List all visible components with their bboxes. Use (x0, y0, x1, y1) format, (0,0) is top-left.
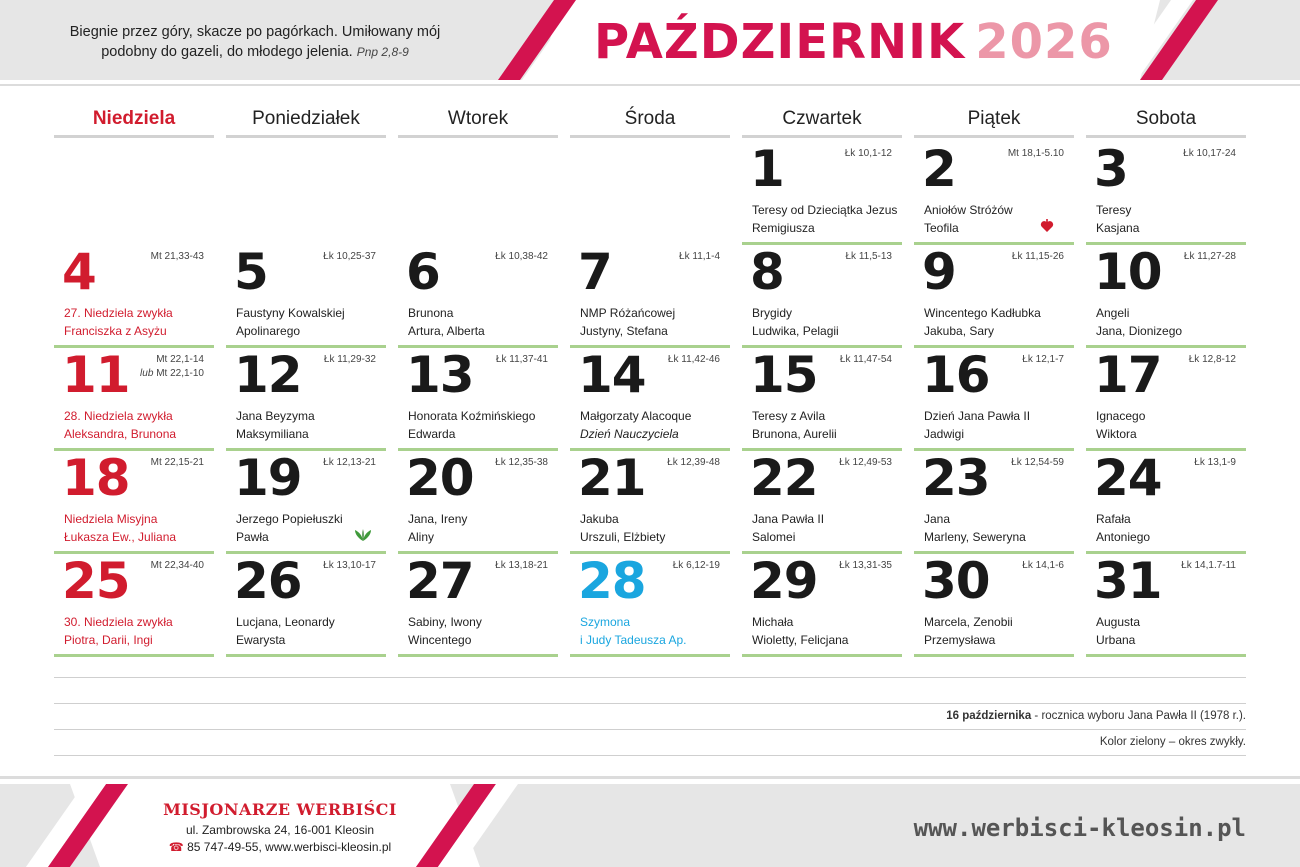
day-reading (1189, 353, 1236, 367)
reading-ref: Łk 12,1-7 (1022, 354, 1064, 365)
reading-ref: Łk 6,12-19 (672, 560, 720, 571)
day-name-line-1: Brygidy (752, 306, 793, 320)
organization-address: ul. Zambrowska 24, 16-001 Kleosin (185, 823, 375, 837)
day-name-line-2: Urszuli, Elżbiety (580, 530, 666, 544)
reading-ref: Łk 12,35-38 (495, 457, 548, 468)
day-reading (495, 250, 548, 264)
day-name-line-2: Przemysława (924, 633, 996, 647)
day-reading (1183, 147, 1236, 161)
day-cell[interactable] (1086, 243, 1246, 346)
reading-ref: Łk 10,17-24 (1183, 148, 1236, 159)
reading-ref: Łk 13,1-9 (1194, 457, 1236, 468)
day-name-line-2: Kasjana (1096, 221, 1140, 235)
bible-quote (30, 22, 480, 62)
reading-ref: Łk 11,37-41 (495, 354, 548, 365)
quote-line-1: Biegnie przez góry, skacze po pagórkach. Umiłowany mój (69, 24, 441, 40)
weekday-5: Piątek (967, 108, 1021, 129)
reading-ref: Mt 22,1-14 (156, 354, 204, 365)
day-number: 3 (1094, 140, 1128, 198)
day-cell[interactable] (398, 449, 558, 552)
day-cell-underline (54, 654, 214, 657)
day-reading (1022, 559, 1064, 573)
reading-ref: Łk 11,5-13 (845, 251, 892, 262)
day-name-line-1: 30. Niedziela zwykła (64, 615, 173, 629)
reading-ref: Łk 12,54-59 (1011, 457, 1064, 468)
day-name-line-1: Angeli (1096, 306, 1130, 320)
weekday-underline (742, 135, 902, 138)
day-cell[interactable] (742, 449, 902, 552)
day-cell[interactable] (742, 346, 902, 449)
website-url[interactable]: www.werbisci-kleosin.pl (913, 814, 1246, 842)
day-reading (1012, 250, 1064, 264)
day-name-line-1: Jana Beyzyma (236, 409, 315, 423)
day-name-line-2: Aleksandra, Brunona (64, 427, 177, 441)
weekday-2: Wtorek (447, 108, 509, 129)
day-name-line-1: Ignacego (1096, 409, 1146, 423)
footer-band (0, 784, 1300, 867)
weekday-underline (398, 135, 558, 138)
day-reading (667, 456, 720, 470)
weekday-underline (914, 135, 1074, 138)
day-name-line-2: Łukasza Ew., Juliana (64, 530, 177, 544)
day-reading (839, 559, 892, 573)
organization-name: MISJONARZE WERBIŚCI (163, 800, 397, 819)
day-number: 21 (578, 449, 646, 507)
day-name-line-2: i Judy Tadeusza Ap. (580, 633, 687, 647)
day-name-line-2: Artura, Alberta (408, 324, 485, 338)
day-cell[interactable] (914, 552, 1074, 655)
day-name-line-1: Brunona (408, 306, 454, 320)
footer-divider (0, 776, 1300, 779)
day-cell-underline (398, 654, 558, 657)
day-number: 13 (406, 346, 474, 404)
day-name-line-1: Lucjana, Leonardy (236, 615, 335, 629)
day-name-line-2: Justyny, Stefana (580, 324, 668, 338)
day-number: 19 (234, 449, 302, 507)
reading-ref: Łk 13,31-35 (839, 560, 892, 571)
day-reading (496, 353, 548, 367)
day-name-line-1: Rafała (1096, 512, 1131, 526)
day-number: 26 (234, 552, 302, 610)
day-number: 20 (406, 449, 474, 507)
reading-ref: Łk 12,49-53 (839, 457, 892, 468)
day-cell[interactable] (226, 552, 386, 655)
month-title (594, 14, 1113, 70)
day-name-line-2: Wincentego (408, 633, 472, 647)
day-reading (1181, 559, 1236, 573)
day-number: 23 (922, 449, 990, 507)
day-name-line-2: Jana, Dionizego (1096, 324, 1183, 338)
reading-ref: Łk 12,8-12 (1188, 354, 1236, 365)
day-name-line-2: Jadwigi (924, 427, 965, 441)
day-reading (840, 353, 892, 367)
day-name-line-2: Maksymiliana (236, 427, 309, 441)
reading-ref: Łk 10,1-12 (844, 148, 892, 159)
day-number: 12 (234, 346, 302, 404)
reading-ref: Łk 10,25-37 (323, 251, 376, 262)
day-reading (323, 250, 376, 264)
day-name-line-1: Teresy od Dzieciątka Jezus (752, 203, 898, 217)
day-name-line-1: 27. Niedziela zwykła (64, 306, 173, 320)
day-name-line-1: Niedziela Misyjna (64, 512, 158, 526)
note-line (54, 755, 1246, 756)
day-reading (1194, 456, 1236, 470)
day-number: 25 (62, 552, 130, 610)
day-reading (1011, 456, 1064, 470)
organization-info (150, 800, 410, 854)
note-line (54, 677, 1246, 678)
day-cell-underline (226, 654, 386, 657)
day-name-line-1: Wincentego Kadłubka (924, 306, 1041, 320)
organization-contact: 85 747-49-55, www.werbisci-kleosin.pl (187, 840, 392, 854)
day-name-line-2: Wioletty, Felicjana (752, 633, 849, 647)
reading-ref: Łk 11,1-4 (679, 251, 720, 262)
year: 2026 (975, 14, 1113, 70)
day-cell[interactable] (570, 243, 730, 346)
day-name-line-1: Honorata Koźmińskiego (408, 409, 536, 423)
day-name-line-2: Dzień Nauczyciela (580, 427, 679, 441)
day-name-line-1: Aniołów Stróżów (924, 203, 1013, 217)
day-name-line-1: Jakuba (580, 512, 619, 526)
day-name-line-1: Jerzego Popiełuszki (236, 512, 343, 526)
day-reading (324, 353, 376, 367)
day-name-line-2: Salomei (752, 530, 796, 544)
day-name-line-2: Brunona, Aurelii (752, 427, 837, 441)
day-name-line-1: 28. Niedziela zwykła (64, 409, 173, 423)
day-name-line-1: Teresy (1096, 203, 1132, 217)
weekday-0: Niedziela (92, 108, 176, 129)
reading-ref: Łk 14,1-6 (1022, 560, 1064, 571)
note-anniversary-text: - rocznica wyboru Jana Pawła II (1978 r.). (1031, 710, 1246, 722)
day-number: 6 (406, 243, 440, 301)
day-number: 29 (750, 552, 818, 610)
note-line (54, 703, 1246, 704)
day-name-line-1: Szymona (580, 615, 631, 629)
day-cell[interactable] (1086, 449, 1246, 552)
weekday-underline (570, 135, 730, 138)
day-cell[interactable] (226, 346, 386, 449)
day-cell[interactable] (914, 346, 1074, 449)
day-cell[interactable] (914, 449, 1074, 552)
leaf-icon (354, 528, 372, 542)
day-cell[interactable] (914, 243, 1074, 346)
day-number: 15 (750, 346, 818, 404)
day-name-line-1: Małgorzaty Alacoque (580, 409, 692, 423)
day-reading (323, 559, 376, 573)
day-name-line-2: Remigiusza (752, 221, 815, 235)
day-cell-underline (742, 654, 902, 657)
day-cell[interactable] (1086, 140, 1246, 243)
day-name-line-2: Aliny (408, 530, 435, 544)
day-name-line-1: Teresy z Avila (752, 409, 826, 423)
day-reading (495, 559, 548, 573)
day-name-line-2: Antoniego (1096, 530, 1151, 544)
day-cell-underline (570, 654, 730, 657)
weekday-1: Poniedziałek (252, 108, 360, 129)
weekday-underline (226, 135, 386, 138)
day-cell[interactable] (54, 449, 214, 552)
day-name-line-2: Apolinarego (236, 324, 301, 338)
day-number: 10 (1094, 243, 1162, 301)
header-divider (0, 84, 1300, 86)
reading-ref: Łk 10,38-42 (495, 251, 548, 262)
day-number: 9 (922, 243, 956, 301)
reading-ref: Mt 22,34-40 (150, 560, 204, 571)
month-name: PAŹDZIERNIK (594, 14, 966, 70)
day-name-line-2: Teofila (924, 221, 959, 235)
header-band (0, 0, 1300, 80)
day-name-line-2: Ludwika, Pelagii (752, 324, 839, 338)
reading-ref: Mt 18,1-5.10 (1007, 148, 1064, 159)
day-name-line-2: Wiktora (1096, 427, 1137, 441)
day-cell[interactable] (226, 243, 386, 346)
day-name-line-1: Marcela, Zenobii (924, 615, 1013, 629)
day-number: 14 (578, 346, 646, 404)
day-cell[interactable] (398, 243, 558, 346)
day-reading (845, 250, 892, 264)
day-number: 27 (406, 552, 474, 610)
quote-reference: Pnp 2,8-9 (356, 45, 409, 59)
day-name-line-1: Michała (752, 615, 794, 629)
day-reading (673, 559, 720, 573)
day-number: 1 (750, 140, 784, 198)
day-reading (839, 456, 892, 470)
day-reading (1184, 250, 1236, 264)
day-name-line-1: Faustyny Kowalskiej (236, 306, 345, 320)
day-number: 18 (62, 449, 130, 507)
day-reading (151, 250, 204, 264)
day-reading (495, 456, 548, 470)
day-cell[interactable] (54, 243, 214, 346)
day-cell[interactable] (1086, 552, 1246, 655)
day-number: 11 (62, 346, 130, 404)
day-number: 31 (1094, 552, 1162, 610)
day-cell-underline (1086, 654, 1246, 657)
reading-alt-ref: Mt 22,1-10 (156, 368, 204, 379)
reading-ref: Łk 12,39-48 (667, 457, 720, 468)
note-anniversary (946, 710, 1246, 722)
day-name-line-2: Franciszka z Asyżu (64, 324, 167, 338)
weekday-3: Środa (624, 108, 676, 129)
note-color-legend: Kolor zielony – okres zwykły. (1099, 736, 1246, 748)
reading-ref: Łk 11,47-54 (839, 354, 892, 365)
day-number: 2 (922, 140, 956, 198)
reading-alt-prefix: lub (140, 368, 154, 379)
day-name-line-2: Edwarda (408, 427, 456, 441)
day-name-line-2: Pawła (236, 530, 269, 544)
day-number: 16 (922, 346, 990, 404)
reading-ref: Łk 11,29-32 (323, 354, 376, 365)
reading-ref: Łk 11,27-28 (1183, 251, 1236, 262)
day-cell[interactable] (398, 552, 558, 655)
reading-ref: Mt 21,33-43 (150, 251, 204, 262)
quote-line-2: podobny do gazeli, do młodego jelenia. (101, 44, 353, 60)
day-number: 24 (1094, 449, 1162, 507)
day-name-line-1: NMP Różańcowej (580, 306, 676, 320)
day-reading (151, 456, 204, 470)
reading-ref: Mt 22,15-21 (150, 457, 204, 468)
day-name-line-1: Jana, Ireny (408, 512, 468, 526)
day-number: 5 (234, 243, 268, 301)
day-name-line-1: Augusta (1096, 615, 1141, 629)
day-number: 22 (750, 449, 818, 507)
day-cell[interactable] (54, 552, 214, 655)
reading-ref: Łk 12,13-21 (323, 457, 376, 468)
phone-icon: ☎ (168, 840, 184, 854)
day-cell[interactable] (570, 552, 730, 655)
day-name-line-1: Jana Pawła II (752, 512, 825, 526)
day-number: 7 (578, 243, 612, 301)
reading-ref: Łk 11,42-46 (667, 354, 720, 365)
day-name-line-2: Ewarysta (236, 633, 286, 647)
day-name-line-1: Dzień Jana Pawła II (924, 409, 1031, 423)
weekday-underline (1086, 135, 1246, 138)
weekday-6: Sobota (1135, 108, 1197, 129)
day-number: 28 (578, 552, 646, 610)
day-cell[interactable] (570, 449, 730, 552)
day-reading (1008, 147, 1064, 161)
day-reading (323, 456, 376, 470)
day-cell[interactable] (226, 449, 386, 552)
reading-ref: Łk 13,18-21 (495, 560, 548, 571)
day-cell[interactable] (914, 140, 1074, 243)
day-number: 4 (62, 243, 96, 301)
day-name-line-1: Jana (924, 512, 951, 526)
day-reading (668, 353, 720, 367)
reading-ref: Łk 14,1.7-11 (1181, 560, 1236, 571)
day-reading (845, 147, 892, 161)
day-name-line-2: Urbana (1096, 633, 1136, 647)
day-reading (151, 559, 204, 573)
note-anniversary-date: 16 października (946, 710, 1032, 722)
day-name-line-2: Marleny, Seweryna (924, 530, 1026, 544)
day-number: 30 (922, 552, 990, 610)
heart-icon (1040, 219, 1054, 233)
day-cell[interactable] (742, 243, 902, 346)
reading-ref: Łk 13,10-17 (323, 560, 376, 571)
weekday-underline (54, 135, 214, 138)
day-cell[interactable] (742, 140, 902, 243)
day-reading (679, 250, 720, 264)
day-cell[interactable] (398, 346, 558, 449)
day-reading (140, 353, 204, 381)
day-cell-underline (914, 654, 1074, 657)
day-cell[interactable] (54, 346, 214, 449)
day-name-line-2: Jakuba, Sary (924, 324, 995, 338)
day-cell[interactable] (570, 346, 730, 449)
day-name-line-1: Sabiny, Iwony (408, 615, 482, 629)
day-reading (1022, 353, 1064, 367)
day-name-line-2: Piotra, Darii, Ingi (64, 633, 153, 647)
note-line (54, 729, 1246, 730)
weekday-4: Czwartek (782, 108, 862, 129)
day-number: 8 (750, 243, 784, 301)
day-cell[interactable] (742, 552, 902, 655)
reading-ref: Łk 11,15-26 (1011, 251, 1064, 262)
day-cell[interactable] (1086, 346, 1246, 449)
day-number: 17 (1094, 346, 1162, 404)
